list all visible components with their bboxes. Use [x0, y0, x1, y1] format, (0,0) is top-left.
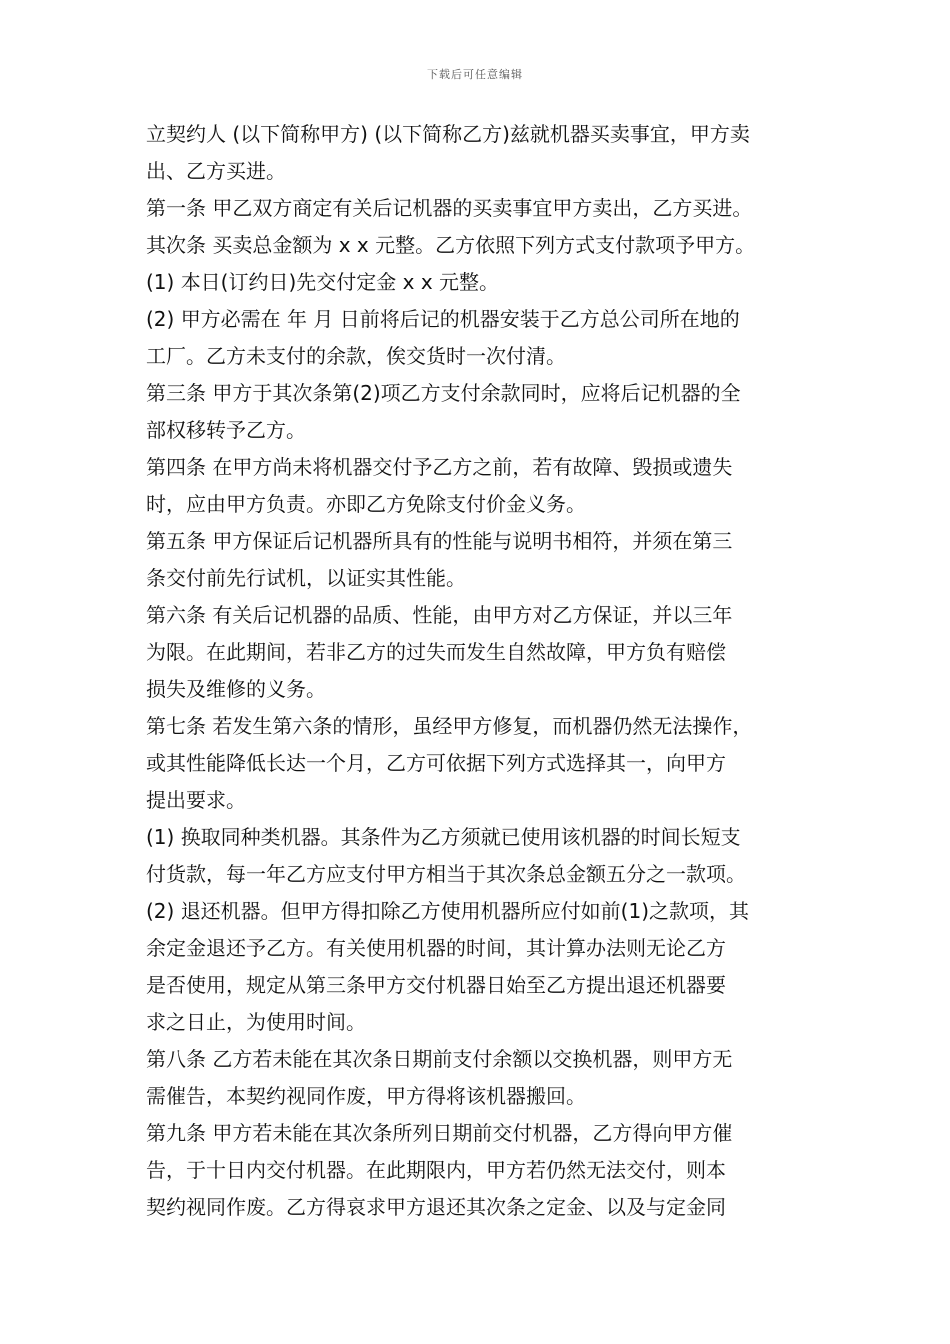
text-line: 契约视同作废。乙方得哀求甲方退还其次条之定金、以及与定金同 — [146, 1195, 726, 1219]
contract-paragraph — [146, 523, 808, 597]
text-line: 时，应由甲方负责。亦即乙方免除支付价金义务。 — [146, 492, 586, 516]
text-line: 出、乙方买进。 — [146, 159, 286, 183]
contract-paragraph — [146, 597, 808, 708]
contract-paragraph — [146, 375, 808, 449]
contract-paragraph — [146, 1115, 808, 1226]
contract-paragraph — [146, 190, 808, 227]
text-line: 是否使用，规定从第三条甲方交付机器日始至乙方提出退还机器要 — [146, 973, 726, 997]
text-line: 立契约人 (以下简称甲方) (以下简称乙方)兹就机器买卖事宜，甲方卖 — [146, 122, 750, 146]
text-line: 第五条 甲方保证后记机器所具有的性能与说明书相符，并须在第三 — [146, 529, 733, 553]
text-line: 第一条 甲乙双方商定有关后记机器的买卖事宜甲方卖出，乙方买进。 — [146, 196, 753, 220]
contract-paragraph — [146, 1041, 808, 1115]
text-line: 第六条 有关后记机器的品质、性能，由甲方对乙方保证，并以三年 — [146, 603, 733, 627]
text-line: 工厂。乙方未支付的余款，俟交货时一次付清。 — [146, 344, 566, 368]
contract-paragraph — [146, 301, 808, 375]
text-line: 第八条 乙方若未能在其次条日期前支付余额以交换机器，则甲方无 — [146, 1047, 733, 1071]
text-line: 余定金退还予乙方。有关使用机器的时间，其计算办法则无论乙方 — [146, 936, 726, 960]
contract-paragraph — [146, 708, 808, 819]
text-line: 第九条 甲方若未能在其次条所列日期前交付机器，乙方得向甲方催 — [146, 1121, 733, 1145]
text-line: (2) 退还机器。但甲方得扣除乙方使用机器所应付如前(1)之款项，其 — [146, 899, 750, 923]
text-line: 其次条 买卖总金额为 x x 元整。乙方依照下列方式支付款项予甲方。 — [146, 233, 756, 257]
text-line: (1) 换取同种类机器。其条件为乙方须就已使用该机器的时间长短支 — [146, 825, 741, 849]
text-line: (1) 本日(订约日)先交付定金 x x 元整。 — [146, 270, 500, 294]
text-line: 为限。在此期间，若非乙方的过失而发生自然故障，甲方负有赔偿 — [146, 640, 726, 664]
text-line: 或其性能降低长达一个月，乙方可依据下列方式选择其一，向甲方 — [146, 751, 726, 775]
contract-paragraph — [146, 227, 808, 264]
contract-paragraph — [146, 449, 808, 523]
text-line: 第四条 在甲方尚未将机器交付予乙方之前，若有故障、毁损或遗失 — [146, 455, 733, 479]
text-line: 需催告，本契约视同作废，甲方得将该机器搬回。 — [146, 1084, 586, 1108]
text-line: 第三条 甲方于其次条第(2)项乙方支付余款同时，应将后记机器的全 — [146, 381, 741, 405]
text-line: 提出要求。 — [146, 788, 246, 812]
text-line: 损失及维修的义务。 — [146, 677, 326, 701]
document-body — [146, 116, 808, 1226]
contract-paragraph — [146, 893, 808, 1041]
text-line: 付货款，每一年乙方应支付甲方相当于其次条总金额五分之一款项。 — [146, 862, 746, 886]
contract-paragraph — [146, 264, 808, 301]
text-line: 求之日止，为使用时间。 — [146, 1010, 366, 1034]
text-line: 告，于十日内交付机器。在此期限内，甲方若仍然无法交付，则本 — [146, 1158, 726, 1182]
page-header: 下载后可任意编辑 — [427, 68, 523, 81]
text-line: 第七条 若发生第六条的情形，虽经甲方修复，而机器仍然无法操作， — [146, 714, 753, 738]
text-line: 条交付前先行试机，以证实其性能。 — [146, 566, 466, 590]
text-line: (2) 甲方必需在 年 月 日前将后记的机器安装于乙方总公司所在地的 — [146, 307, 740, 331]
contract-paragraph — [146, 116, 808, 190]
text-line: 部权移转予乙方。 — [146, 418, 306, 442]
contract-paragraph — [146, 819, 808, 893]
